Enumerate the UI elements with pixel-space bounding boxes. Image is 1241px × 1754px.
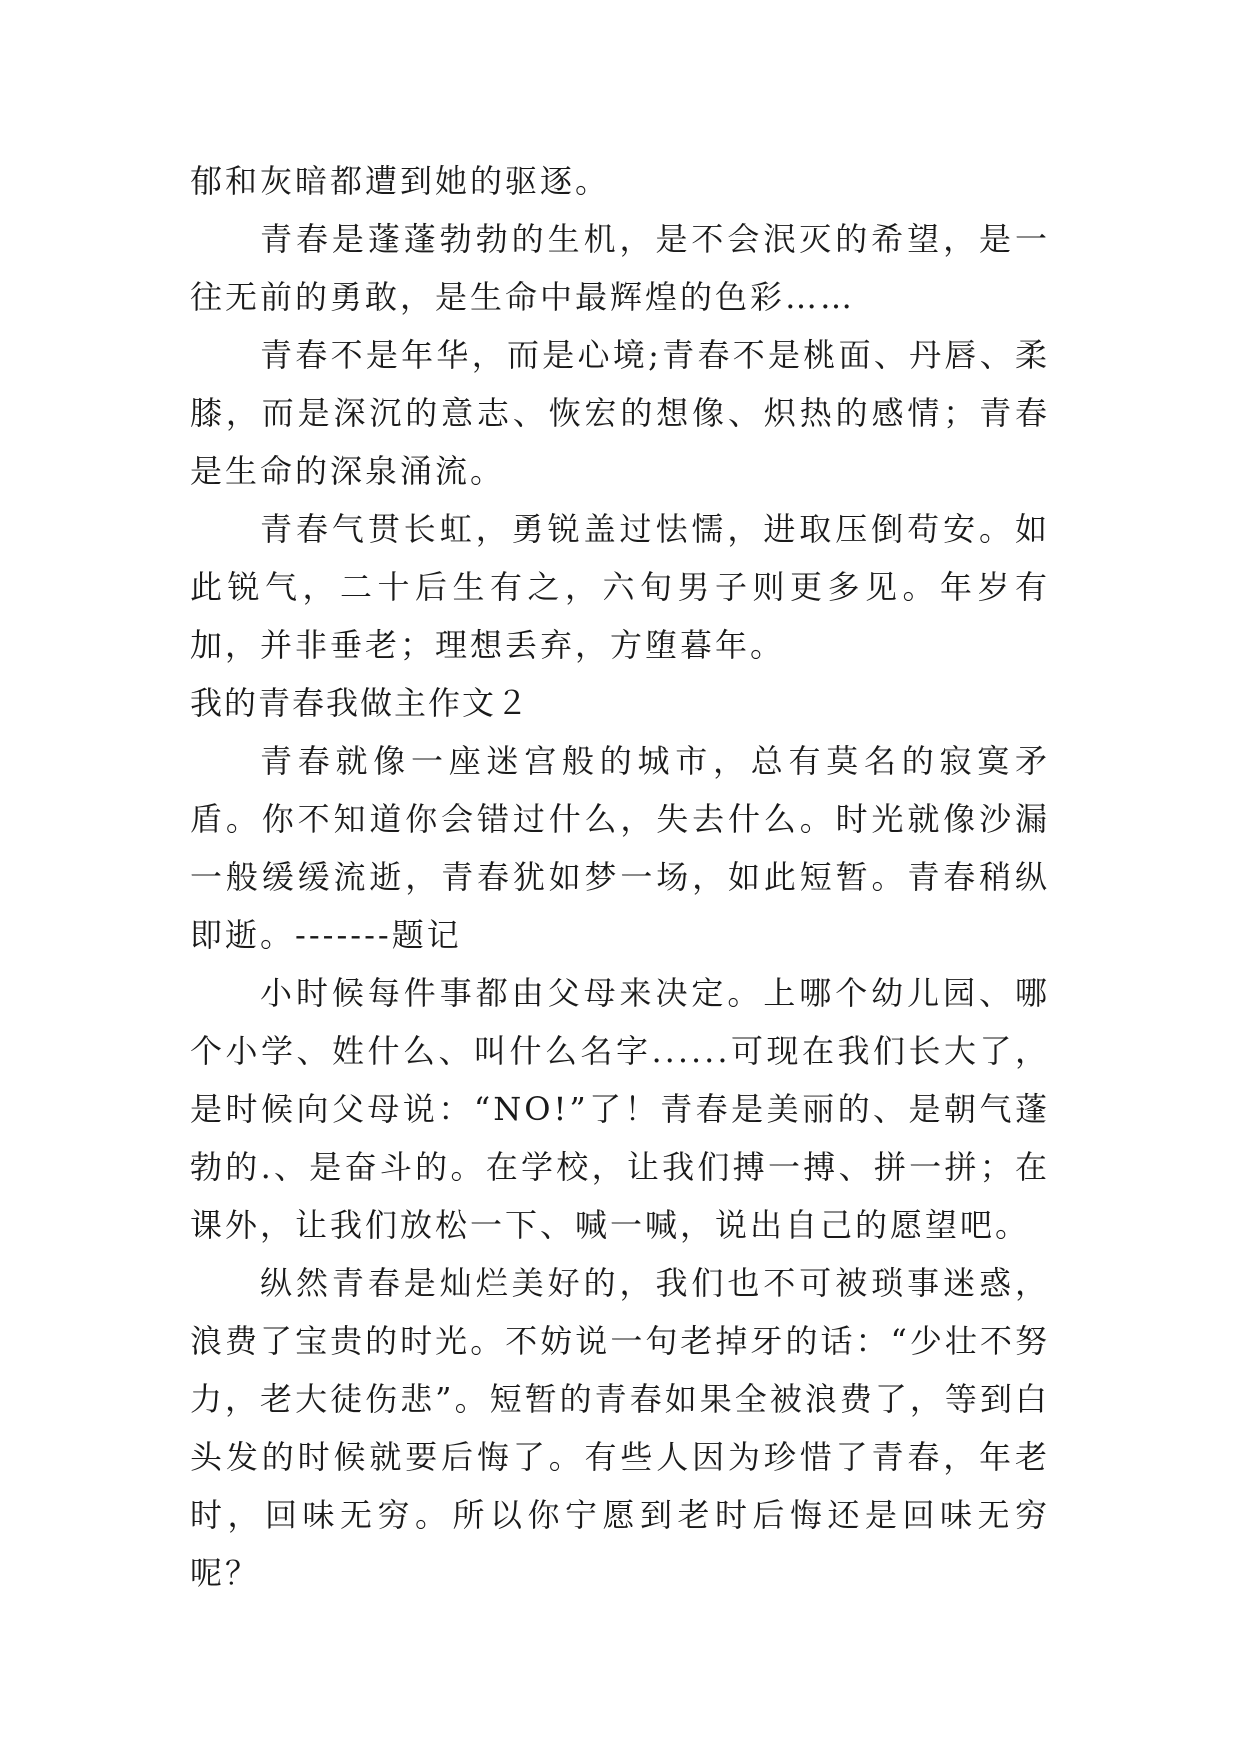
paragraph: 青春就像一座迷宫般的城市，总有莫名的寂寞矛盾。你不知道你会错过什么，失去什么。时光就像沙漏一般缓缓流逝，青春犹如梦一场，如此短暂。青春稍纵即逝。-------题记 — [190, 742, 1050, 954]
document-body — [190, 152, 1050, 1602]
section-heading: 我的青春我做主作文２ — [190, 684, 531, 722]
paragraph: 青春不是年华，而是心境;青春不是桃面、丹唇、柔膝，而是深沉的意志、恢宏的想像、炽热的感情；青春是生命的深泉涌流。 — [190, 336, 1050, 490]
paragraph: 青春气贯长虹，勇锐盖过怯懦，进取压倒苟安。如此锐气，二十后生有之，六旬男子则更多见。年岁有加，并非垂老；理想丢弃，方堕暮年。 — [190, 510, 1050, 664]
paragraph: 郁和灰暗都遭到她的驱逐。 — [190, 162, 611, 200]
paragraph: 青春是蓬蓬勃勃的生机，是不会泯灭的希望，是一往无前的勇敢，是生命中最辉煌的色彩…… — [190, 220, 1050, 316]
paragraph: 纵然青春是灿烂美好的，我们也不可被琐事迷惑，浪费了宝贵的时光。不妨说一句老掉牙的话：“少壮不努力，老大徒伤悲”。短暂的青春如果全被浪费了，等到白头发的时候就要后悔了。有些人因为珍惜了青春，年老时，回味无穷。所以你宁愿到老时后悔还是回味无穷呢？ — [190, 1264, 1050, 1592]
paragraph: 小时候每件事都由父母来决定。上哪个幼儿园、哪个小学、姓什么、叫什么名字......可现在我们长大了，是时候向父母说：“NO!”了！青春是美丽的、是朝气蓬勃的.、是奋斗的。在学校，让我们搏一搏、拼一拼；在课外，让我们放松一下、喊一喊，说出自己的愿望吧。 — [190, 974, 1050, 1244]
